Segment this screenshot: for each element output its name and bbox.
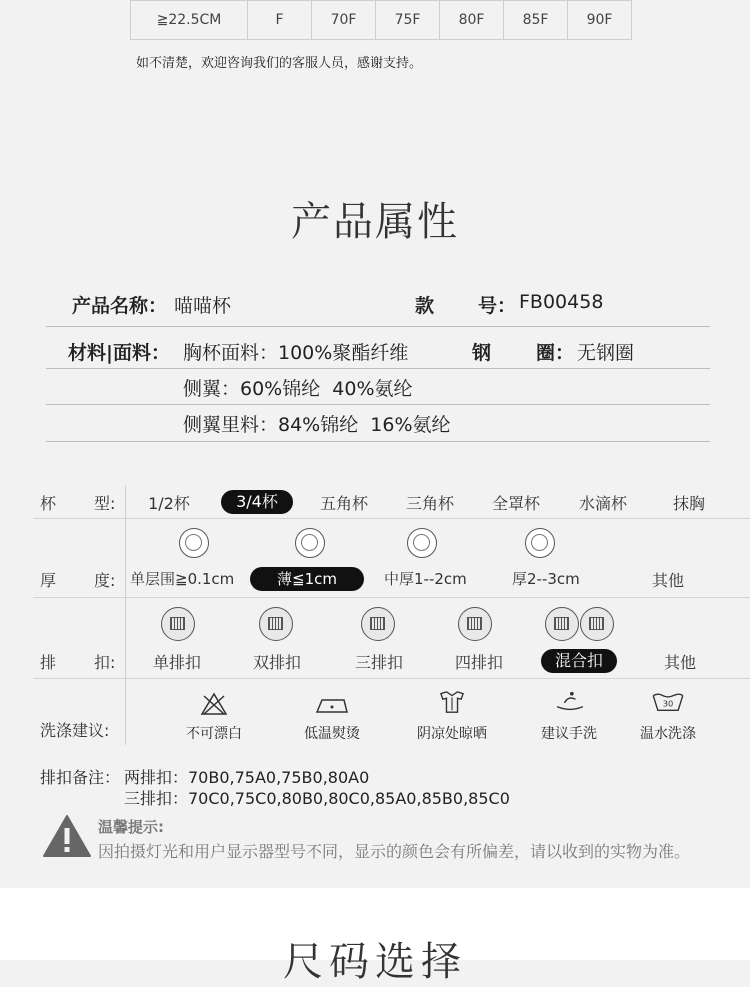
thickness-label-a: 厚 (40, 571, 57, 590)
product-name-value: 喵喵杯 (174, 295, 232, 317)
size-cell: 90F (568, 1, 632, 40)
cup-option: 五角杯 (319, 494, 368, 513)
grid-divider (125, 485, 126, 745)
side-lining: 侧翼里料：84%锦纶 16%氨纶 (183, 414, 451, 436)
size-cell: 75F (376, 1, 440, 40)
model-label-a: 款 (415, 295, 435, 317)
size-cell: 85F (504, 1, 568, 40)
cup-option: 水滴杯 (578, 494, 627, 513)
model-value: FB00458 (519, 291, 604, 313)
thickness-option: 其他 (652, 571, 685, 590)
warning-icon (42, 814, 92, 858)
divider (46, 441, 710, 442)
warm-wash-icon (648, 690, 688, 714)
size-cell: ≧22.5CM (131, 1, 248, 40)
divider (46, 326, 710, 327)
grid-divider (33, 518, 750, 519)
grid-divider (33, 597, 750, 598)
next-section-title: 尺码选择 (283, 939, 467, 985)
section-title: 产品属性 (291, 199, 459, 245)
cup-option-selected: 3/4杯 (221, 490, 293, 514)
single-hook-icon (161, 607, 195, 641)
mixed-hook-icon (580, 607, 614, 641)
size-cell: F (248, 1, 312, 40)
grid-divider (33, 678, 750, 679)
wire-value: 无钢圈 (577, 342, 635, 364)
remarks-line: 三排扣：70C0,75C0,80B0,80C0,85A0,85B0,85C0 (124, 789, 510, 808)
shade-dry-icon (432, 690, 472, 714)
cup-option: 抹胸 (672, 494, 705, 513)
triple-hook-icon (361, 607, 395, 641)
thickness-single-icon (179, 528, 209, 558)
size-row (131, 1, 632, 40)
side-wing: 侧翼：60%锦纶 40%氨纶 (183, 378, 413, 400)
low-iron-icon (312, 692, 352, 716)
thickness-label-b: 度: (94, 571, 116, 590)
washing-item-label: 不可漂白 (186, 726, 242, 742)
quad-hook-icon (458, 607, 492, 641)
wash-temp: 30 (662, 698, 674, 709)
mixed-hook-icon (545, 607, 579, 641)
cup-type-label-a: 杯 (40, 494, 57, 513)
hooks-label-a: 排 (40, 653, 57, 672)
thickness-option-selected: 薄≦1cm (250, 567, 364, 591)
hooks-label-b: 扣: (94, 653, 116, 672)
thickness-option: 厚2--3cm (512, 570, 580, 588)
thickness-medium-icon (407, 528, 437, 558)
hook-option: 单排扣 (152, 653, 201, 672)
warning-title: 温馨提示: (98, 818, 164, 836)
hook-option: 其他 (663, 653, 696, 672)
cup-option: 全罩杯 (491, 494, 540, 513)
remarks-line: 两排扣：70B0,75A0,75B0,80A0 (124, 768, 370, 787)
warning-text: 因拍摄灯光和用户显示器型号不同，显示的颜色会有所偏差，请以收到的实物为准。 (98, 842, 691, 861)
cup-type-label-b: 型: (94, 494, 116, 513)
thickness-thin-icon (295, 528, 325, 558)
size-note: 如不清楚，欢迎咨询我们的客服人员，感谢支持。 (136, 56, 423, 71)
cup-option: 三角杯 (405, 494, 454, 513)
size-cell: 80F (440, 1, 504, 40)
hook-option-selected: 混合扣 (541, 649, 617, 673)
divider (46, 404, 710, 405)
material-label: 材料|面料： (68, 342, 170, 364)
thickness-option: 单层围≧0.1cm (130, 570, 235, 588)
no-bleach-icon (194, 692, 234, 716)
washing-label: 洗涤建议: (40, 721, 110, 740)
hand-wash-icon (550, 690, 590, 714)
remarks-label: 排扣备注： (40, 768, 121, 787)
size-cell: 70F (312, 1, 376, 40)
cup-option: 1/2杯 (148, 494, 190, 513)
washing-item-label: 阴凉处晾晒 (417, 726, 487, 742)
hook-option: 三排扣 (354, 653, 403, 672)
washing-item-label: 温水洗涤 (640, 726, 696, 742)
wire-label-a: 钢 (472, 342, 492, 364)
thickness-option: 中厚1--2cm (384, 570, 467, 588)
material-cup: 胸杯面料：100%聚酯纤维 (183, 342, 409, 364)
model-label-b: 号： (478, 295, 517, 317)
wire-label-b: 圈： (536, 342, 575, 364)
hook-option: 四排扣 (454, 653, 503, 672)
double-hook-icon (259, 607, 293, 641)
hook-option: 双排扣 (252, 653, 301, 672)
washing-item-label: 低温熨烫 (304, 726, 360, 742)
thickness-thick-icon (525, 528, 555, 558)
washing-item-label: 建议手洗 (541, 726, 597, 742)
product-name-label: 产品名称： (72, 295, 168, 317)
divider (46, 368, 710, 369)
size-table (130, 0, 632, 40)
